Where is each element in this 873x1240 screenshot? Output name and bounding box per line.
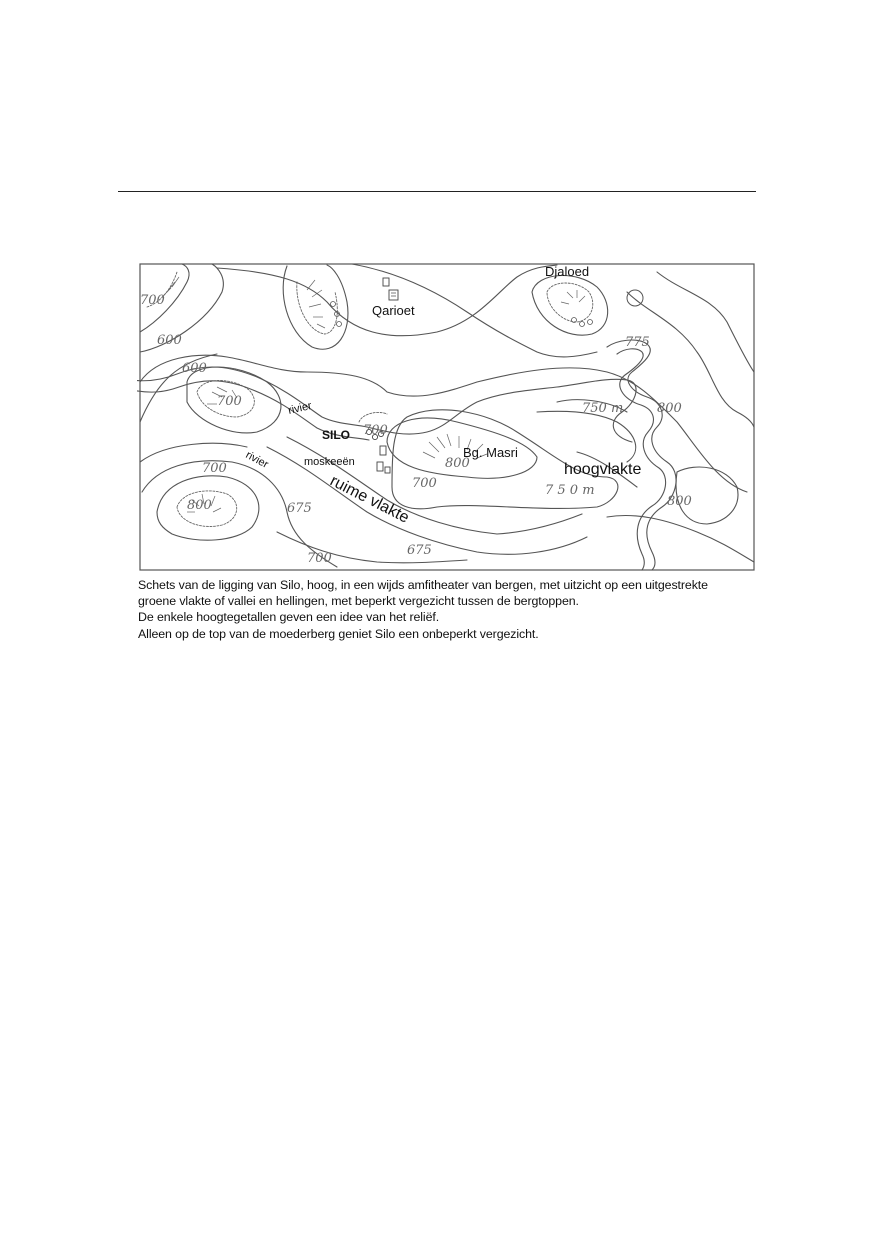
caption-line-2: groene vlakte of vallei en hellingen, met beperkt vergezicht tussen de bergtoppen. [138,594,579,609]
label-bg-masri: Bg. Masri [463,445,518,460]
silo-settlement [359,412,390,473]
label-djaloed: Djaloed [545,264,590,279]
elevation-675-s: 675 [407,543,432,558]
elevation-800-masri: 800 [445,456,470,471]
map-caption [138,577,758,642]
elevation-750m-n: 750 m [582,401,624,416]
sketch-map [137,262,757,574]
label-ruime-vlakte: ruime vlakte [327,472,412,527]
label-hoogvlakte: hoogvlakte [564,461,642,478]
elevation-700-nw: 700 [140,293,165,308]
label-rivier-lower: rivier [243,449,271,471]
label-rivier-upper: rivier [286,399,313,417]
elevation-700-bottom: 700 [307,551,332,566]
elevation-700-silo: 700 [363,423,388,438]
elevation-800-sw: 800 [187,498,212,513]
elevation-800-e: 800 [657,401,682,416]
elevation-600-valley: 600 [182,361,207,376]
header-rule [118,191,756,192]
elevation-labels [140,293,692,566]
caption-line-4: Alleen op de top van de moederberg geniet Silo een onbeperkt vergezicht. [138,626,539,641]
contour-djaloed-hill [532,276,643,336]
label-qarioet: Qarioet [372,303,415,318]
contour-qarioet-hill [283,265,348,349]
elevation-750m-s: 7 5 0 m [545,483,595,498]
label-silo: SILO [322,428,351,442]
elevation-675-w: 675 [287,501,312,516]
elevation-700-s: 700 [412,476,437,491]
caption-line-3: De enkele hoogtegetallen geven een idee van het reliëf. [138,610,440,625]
elevation-700-sw: 700 [202,461,227,476]
contour-hoogvlakte [537,400,754,562]
map-svg [137,262,757,574]
elevation-700-ridge: 700 [217,394,242,409]
label-moskeeen: moskeeën [304,456,355,468]
qarioet-buildings [383,278,398,300]
caption-line-1: Schets van de ligging van Silo, hoog, in een wijds amfitheater van bergen, met uitzicht op een uitgestrekte [138,578,708,592]
elevation-775: 775 [625,335,650,350]
river [137,340,676,570]
elevation-600-w: 600 [157,333,182,348]
elevation-800-se: 800 [667,494,692,509]
contour-west-ridge [140,354,281,433]
